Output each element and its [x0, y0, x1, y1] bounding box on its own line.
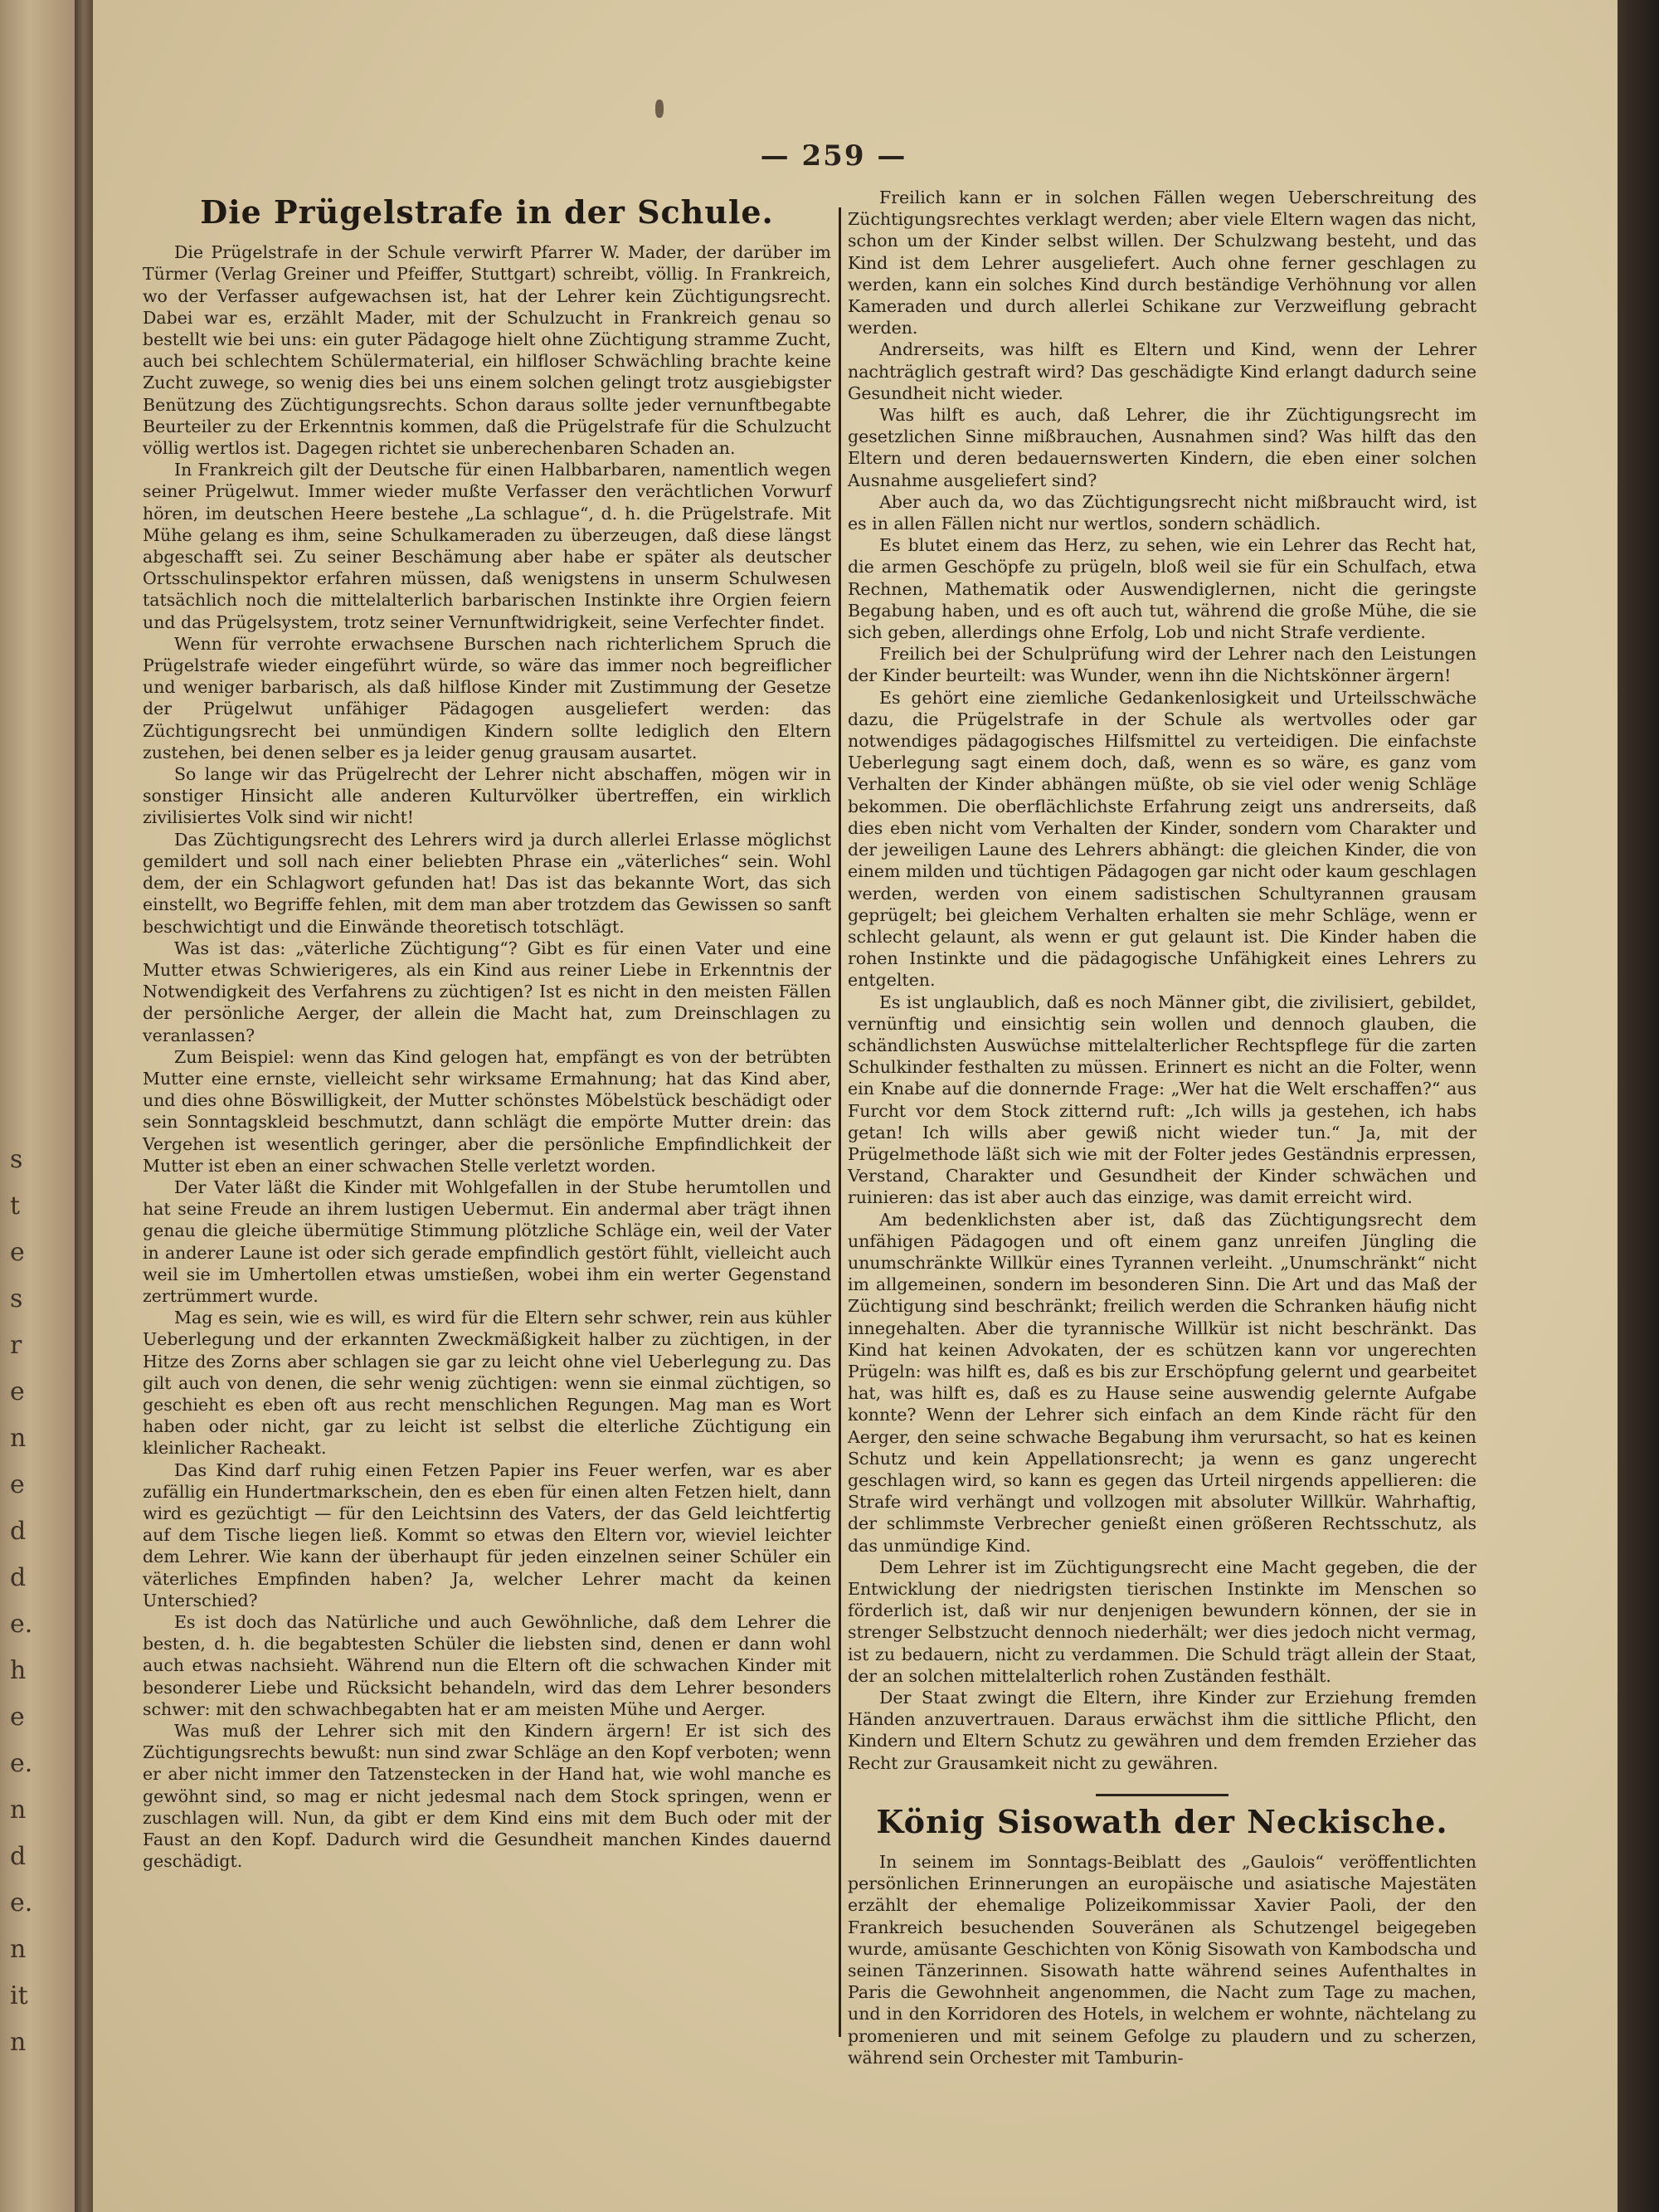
- paragraph: Andrerseits, was hilft es Eltern und Kind, wenn der Lehrer nachträglich gestraft wird? Das geschädigte Kind erlangt dadurch seine Gesundheit nicht wieder.: [848, 339, 1477, 403]
- paragraph: Freilich bei der Schulprüfung wird der Lehrer nach den Leistungen der Kinder beurteilt: was Wunder, wenn ihn die Nichtskönner ärgern!: [848, 644, 1477, 686]
- prev-page-text-fragment: n: [10, 1935, 27, 1964]
- paragraph: Das Züchtigungsrecht des Lehrers wird ja durch allerlei Erlasse möglichst gemildert und soll nach einer beliebten Phrase ein „väterliches“ sein. Wohl dem, der ein Schlagwort gefunden hat! Das ist das bekannte Wort, das sich einstellt, wo Begriffe fehlen, mit dem man aber trotzdem das Gewissen so sanft beschwichtigt und die Einwände theoretisch totschlägt.: [143, 829, 831, 937]
- paragraph: Der Staat zwingt die Eltern, ihre Kinder zur Erziehung fremden Händen anzuvertrauen. Daraus erwächst ihm die sittliche Pflicht, den Kindern und Eltern Schutz zu gewähren und dem fremden Erzieher das Recht zur Grausamkeit nicht zu gewähren.: [848, 1688, 1477, 1773]
- article-title: Die Prügelstrafe in der Schule.: [200, 193, 774, 231]
- paragraph: Es ist unglaublich, daß es noch Männer gibt, die zivilisiert, gebildet, vernünftig und einsichtig sein wollen und dennoch glauben, die schändlichsten Auswüchse mittelalterlicher Rechtspflege für die zarten Schulkinder festhalten zu müssen. Erinnert es nicht an die Folter, wenn ein Knabe auf die donnernde Frage: „Wer hat die Welt erschaffen?“ aus Furcht vor dem Stock zitternd ruft: „Ich wills ja gestehen, ich habs getan! Ich wills aber gewiß nicht wieder tun.“ Ja, mit der Prügelmethode läßt sich wie mit der Folter jedes Geständnis erpressen, Verstand, Charakter und Gesundheit der Kinder schwächen und ruinieren: das ist aber auch das einzige, was damit erreicht wird.: [848, 992, 1477, 1208]
- paragraph: Dem Lehrer ist im Züchtigungsrecht eine Macht gegeben, die der Entwicklung der niedrigsten tierischen Instinkte im Menschen so förderlich ist, daß wir nur denjenigen bewundern können, der sie in strenger Selbstzucht dennoch niederhält; wer dies jedoch nicht vermag, ist zu bedauern, nicht zu verdammen. Die Schuld trägt allein der Staat, der an solchen mittelalterlich rohen Zuständen festhält.: [848, 1557, 1477, 1686]
- paragraph: Am bedenklichsten aber ist, daß das Züchtigungsrecht dem unfähigen Pädagogen und oft einem ganz unreifen Jüngling die unumschränkte Willkür eines Tyrannen verleiht. „Unumschränkt“ nicht im allgemeinen, sondern im besonderen Sinn. Die Art und das Maß der Züchtigung sind beschränkt; freilich werden die Schranken häufig nicht innegehalten. Aber die tyrannische Willkür ist nicht beschränkt. Das Kind hat keinen Advokaten, der es schützen kann vor ungerechten Prügeln: was hilft es, daß es bis zur Erschöpfung gelernt und gearbeitet hat, was hilft es, daß es zu Hause seine auswendig gelernte Aufgabe konnte? Wenn der Lehrer sich einfach an dem Kinde rächt für den Aerger, den seine schwache Begabung ihm verursacht, so hat es keinen Schutz und kein Appellationsrecht; ja wenn es ganz ungerecht geschlagen wird, so kann es gegen das Urteil nirgends appellieren: die Strafe wird verhängt und vollzogen mit absoluter Willkür. Wahrhaftig, der schlimmste Verbrecher genießt einen größeren Rechtsschutz, als das unmündige Kind.: [848, 1209, 1477, 1556]
- article-title-2: König Sisowath der Neckische.: [876, 1802, 1448, 1840]
- previous-page-edge: [0, 0, 75, 2212]
- prev-page-text-fragment: e: [10, 1470, 25, 1499]
- book-gutter: [75, 0, 93, 2212]
- paragraph: Der Vater läßt die Kinder mit Wohlgefallen in der Stube herumtollen und hat seine Freude an ihrem lustigen Uebermut. Ein andermal aber trägt ihnen genau die gleiche übermütige Stimmung plötzliche Schläge ein, weil der Vater in anderer Laune ist oder sich gerade empfindlich gestört fühlt, vielleicht auch weil sie im Umhertollen etwas umstießen, wobei ihm ein werter Gegenstand zertrümmert wurde.: [143, 1177, 831, 1306]
- prev-page-text-fragment: e.: [10, 1610, 33, 1639]
- prev-page-text-fragment: n: [10, 1795, 27, 1825]
- prev-page-text-fragment: e.: [10, 1888, 33, 1917]
- paragraph: In Frankreich gilt der Deutsche für einen Halbbarbaren, namentlich wegen seiner Prügelwut. Immer wieder mußte Verfasser den verächtlichen Vorwurf hören, im deutschen Heere bestehe „La schlague“, d. h. die Prügelstrafe. Mit Mühe gelang es ihm, seine Schulkameraden zu überzeugen, daß diese längst abgeschafft sei. Zu seiner Beschämung aber habe er später als deutscher Ortsschulinspektor erfahren müssen, daß wenigstens in unserm Schulwesen tatsächlich noch die mittelalterlich barbarischen Instinkte ihre Orgien feiern und das Prügelsystem, trotz seiner Vernunftwidrigkeit, seine Verfechter findet.: [143, 460, 831, 632]
- prev-page-text-fragment: e: [10, 1703, 25, 1732]
- prev-page-text-fragment: h: [10, 1656, 27, 1685]
- prev-page-text-fragment: n: [10, 2028, 27, 2057]
- page-number: — 259 —: [760, 139, 907, 173]
- prev-page-text-fragment: r: [10, 1331, 22, 1360]
- prev-page-text-fragment: s: [10, 1284, 23, 1313]
- article-body-right: [848, 187, 1477, 1774]
- prev-page-text-fragment: e: [10, 1238, 25, 1267]
- paragraph: In seinem im Sonntags-Beiblatt des „Gaulois“ veröffentlichten persönlichen Erinnerungen an europäische und asiatische Majestäten erzählt der ehemalige Polizeikommissar Xavier Paoli, der den Frankreich besuchenden Souveränen als Schutzengel beigegeben wurde, amüsante Geschichten von König Sisowath von Kambodscha und seinen Tänzerinnen. Sisowath hatte während seines Aufenthaltes in Paris die Gewohnheit angenommen, die Nacht zum Tage zu machen, und in den Korridoren des Hotels, in welchem er wohnte, nächtelang zu promenieren und mit seinem Gefolge zu plaudern und zu scherzen, während sein Orchester mit Tamburin-: [848, 1852, 1477, 2068]
- article-separator: [1096, 1794, 1228, 1796]
- paragraph: Die Prügelstrafe in der Schule verwirft Pfarrer W. Mader, der darüber im Türmer (Verlag Greiner und Pfeiffer, Stuttgart) schreibt, völlig. In Frankreich, wo der Verfasser aufgewachsen ist, hat der Lehrer kein Züchtigungsrecht. Dabei war es, erzählt Mader, mit der Schulzucht in Frankreich genau so bestellt wie bei uns: ein guter Pädagoge hielt ohne Züchtigung stramme Zucht, auch bei schlechtem Schülermaterial, ein hilfloser Schwächling brachte keine Zucht zuwege, so wenig dies bei uns einem solchen gelingt trotz ausgiebigster Benützung des Züchtigungsrechts. Schon daraus sollte jeder vernunftbegabte Beurteiler zu der Erkenntnis kommen, daß die Prügelstrafe für die Schulzucht völlig wertlos ist. Dagegen richtet sie unberechenbaren Schaden an.: [143, 242, 831, 459]
- paragraph: Das Kind darf ruhig einen Fetzen Papier ins Feuer werfen, war es aber zufällig ein Hundertmarkschein, den es eben für einen alten Fetzen hielt, dann wird es gezüchtigt — für den Leichtsinn des Vaters, der das Geld leichtfertig auf dem Tische liegen ließ. Kommt so etwas den Eltern vor, wieviel leichter dem Lehrer. Wie kann der überhaupt für jeden einzelnen seiner Schüler ein väterliches Empfinden haben? Ja, welcher Lehrer macht da keinen Unterschied?: [143, 1459, 831, 1610]
- prev-page-text-fragment: d: [10, 1517, 27, 1546]
- article2-body: [848, 1851, 1477, 2068]
- prev-page-text-fragment: n: [10, 1424, 27, 1453]
- prev-page-text-fragment: t: [10, 1191, 21, 1220]
- paragraph: Was muß der Lehrer sich mit den Kindern ärgern! Er ist sich des Züchtigungsrechts bewußt: nun sind zwar Schläge an den Kopf verboten; wenn er aber nicht immer den Tatzenstecken in der Hand hat, wie wohl manche es gewöhnt sind, so mag er nicht jedesmal nach dem Stock springen, wenn er zuschlagen will. Nun, da gibt er dem Kind eins mit dem Buch oder mit der Faust an den Kopf. Dadurch wird die Gesundheit manchen Kindes dauernd geschädigt.: [143, 1721, 831, 1872]
- article-body-left: [143, 241, 831, 1872]
- right-column: [848, 187, 1477, 2068]
- prev-page-text-fragment: d: [10, 1563, 27, 1592]
- paragraph: Es gehört eine ziemliche Gedankenlosigkeit und Urteilsschwäche dazu, die Prügelstrafe in der Schule als wertvolles oder gar notwendiges pädagogisches Hilfsmittel zu verteidigen. Die einfachste Ueberlegung sagt einem doch, daß, wenn es so wäre, es ganz vom Verhalten der Kinder abhängen müßte, ob sie viel oder wenig Schläge bekommen. Die oberflächlichste Erfahrung zeigt uns andrerseits, daß dies eben nicht vom Verhalten der Kinder, sondern vom Charakter und der jeweiligen Laune des Lehrers abhängt: die gleichen Kinder, die von einem milden und tüchtigen Pädagogen gar nicht oder kaum geschlagen werden, werden von einem sadistischen Schultyrannen grausam geprügelt; bei gleichem Verhalten erhalten sie mehr Schläge, wenn er schlecht gelaunt, als wenn er gut gelaunt ist. Die Kinder haben die rohen Instinkte und die pädagogische Unfähigkeit eines Lehrers zu entgelten.: [848, 687, 1477, 991]
- prev-page-text-fragment: e: [10, 1377, 25, 1406]
- prev-page-text-fragment: e.: [10, 1749, 33, 1778]
- paragraph: Aber auch da, wo das Züchtigungsrecht nicht mißbraucht wird, ist es in allen Fällen nicht nur wertlos, sondern schädlich.: [848, 491, 1477, 534]
- paragraph: Mag es sein, wie es will, es wird für die Eltern sehr schwer, rein aus kühler Ueberlegung und der erkannten Zweckmäßigkeit halber zu züchtigen, in der Hitze des Zorns aber schlagen sie gar zu leicht ohne viel Ueberlegung zu. Das gilt auch von denen, die sehr wenig züchtigen: wenn sie einmal züchtigen, so geschieht es eben oft aus recht menschlichen Regungen. Mag man es Wort haben oder nicht, gar zu leicht ist selbst die elterliche Züchtigung ein kleinlicher Racheakt.: [143, 1308, 831, 1459]
- paragraph: Was hilft es auch, daß Lehrer, die ihr Züchtigungsrecht im gesetzlichen Sinne mißbrauchen, Ausnahmen sind? Was hilft das den Eltern und deren bedauernswerten Kindern, die eben einer solchen Ausnahme ausgeliefert sind?: [848, 405, 1477, 490]
- prev-page-text-fragment: it: [10, 1981, 28, 2010]
- column-divider: [839, 207, 841, 2037]
- paragraph: Wenn für verrohte erwachsene Burschen nach richterlichem Spruch die Prügelstrafe wieder eingeführt würde, so wäre das immer noch begreiflicher und weniger barbarisch, als daß hilflose Kinder mit Zustimmung der Gesetze der Prügelwut unfähiger Pädagogen ausgeliefert werden: das Züchtigungsrecht bei unmündigen Kindern sollte lediglich den Eltern zustehen, bei denen selber es ja leider genug grausam ausartet.: [143, 633, 831, 763]
- left-column: [143, 187, 831, 2037]
- prev-page-text-fragment: s: [10, 1145, 23, 1174]
- prev-page-text-fragment: d: [10, 1842, 27, 1871]
- paragraph: Freilich kann er in solchen Fällen wegen Ueberschreitung des Züchtigungsrechtes verklagt werden; aber viele Eltern wagen das nicht, schon um der Kinder selbst willen. Der Schulzwang besteht, und das Kind ist dem Lehrer ausgeliefert. Auch ohne ferner geschlagen zu werden, kann ein solches Kind durch beständige Verhöhnung vor allen Kameraden und durch allerlei Schikane zur Verzweiflung gebracht werden.: [848, 188, 1477, 339]
- paragraph: Es blutet einem das Herz, zu sehen, wie ein Lehrer das Recht hat, die armen Geschöpfe zu prügeln, bloß weil sie für ein Schulfach, etwa Rechnen, Mathematik oder Auswendiglernen, nicht die geringste Begabung haben, und es oft auch tut, während die große Mühe, die sie sich geben, allerdings ohne Erfolg, Lob und nicht Strafe verdiente.: [848, 535, 1477, 643]
- paragraph: Zum Beispiel: wenn das Kind gelogen hat, empfängt es von der betrübten Mutter eine ernste, vielleicht sehr wirksame Ermahnung; hat das Kind aber, und dies ohne Böswilligkeit, der Mutter schönstes Möbelstück beschädigt oder sein Sonntagskleid beschmutzt, dann schlägt die empörte Mutter drein: das Vergehen ist wesentlich geringer, aber die persönliche Empfindlichkeit der Mutter ist eben an einer schwachen Stelle verletzt worden.: [143, 1046, 831, 1176]
- paragraph: Es ist doch das Natürliche und auch Gewöhnliche, daß dem Lehrer die besten, d. h. die begabtesten Schüler die liebsten sind, denen er dann wohl auch etwas nachsieht. Während nun die Eltern oft die schwachen Kinder mit besonderer Liebe und Rücksicht behandeln, wird das dem Lehrer besonders schwer: mit den schwachbegabten hat er am meisten Mühe und Aerger.: [143, 1612, 831, 1719]
- ink-stain: [655, 100, 664, 118]
- book-edge: [1618, 0, 1659, 2212]
- paragraph: Was ist das: „väterliche Züchtigung“? Gibt es für einen Vater und eine Mutter etwas Schwierigeres, als ein Kind aus reiner Liebe in Erkenntnis der Notwendigkeit des Verfahrens zu züchtigen? Ist es nicht in den meisten Fällen der persönliche Aerger, der allein die Macht hat, zum Dreinschlagen zu veranlassen?: [143, 938, 831, 1045]
- paragraph: So lange wir das Prügelrecht der Lehrer nicht abschaffen, mögen wir in sonstiger Hinsicht alle anderen Kulturvölker übertreffen, ein wirklich zivilisiertes Volk sind wir nicht!: [143, 764, 831, 828]
